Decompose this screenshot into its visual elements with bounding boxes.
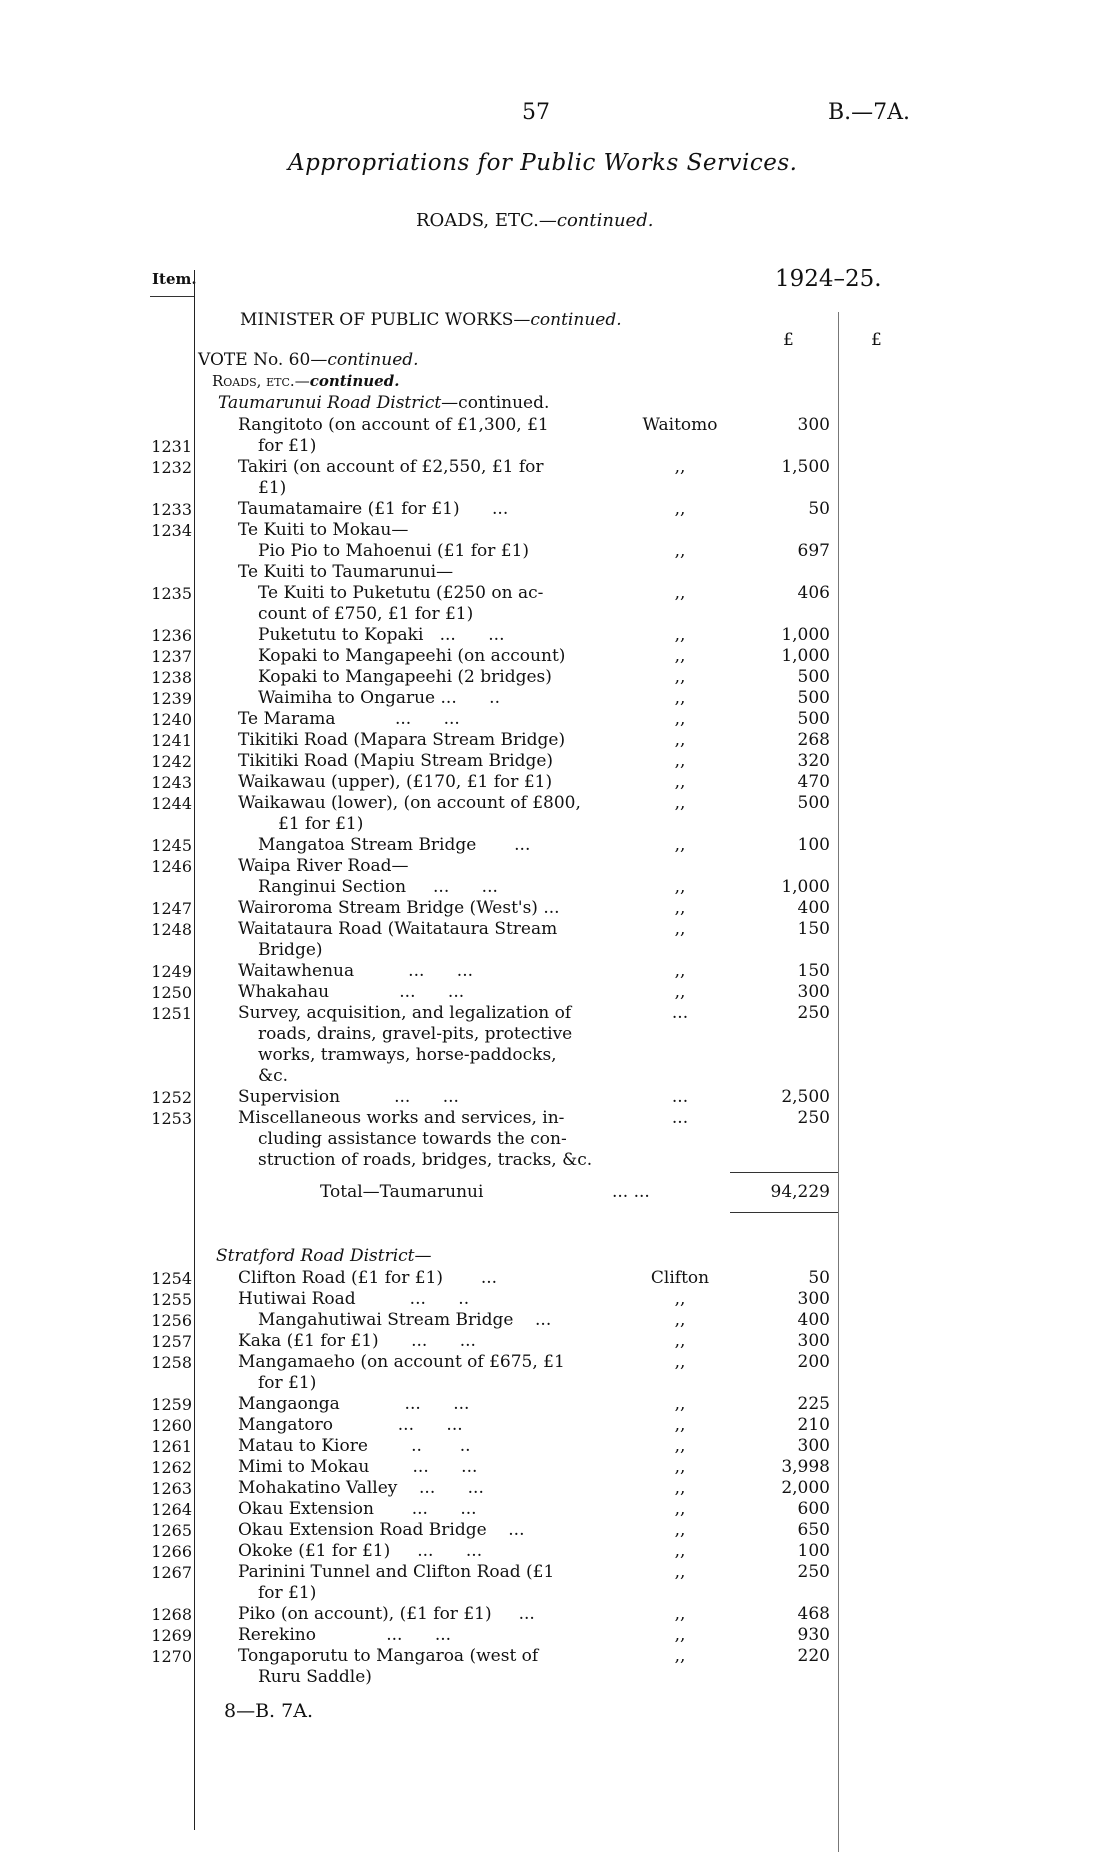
item-description: Okoke (£1 for £1) ... ... bbox=[238, 1541, 483, 1561]
item-amount: 500 bbox=[797, 688, 830, 708]
item-location: ... bbox=[671, 1108, 689, 1128]
item-location: ,, bbox=[674, 1541, 686, 1561]
table-row bbox=[0, 583, 1114, 604]
item-number: 1234 bbox=[151, 521, 192, 540]
table-row bbox=[0, 1066, 1114, 1087]
item-location: ,, bbox=[674, 1394, 686, 1414]
item-description: Puketutu to Kopaki ... ... bbox=[258, 625, 505, 645]
item-location: ... bbox=[671, 1087, 689, 1107]
table-row bbox=[0, 1268, 1114, 1289]
item-amount: 3,998 bbox=[781, 1457, 830, 1477]
item-amount: 300 bbox=[797, 982, 830, 1002]
item-number: 1260 bbox=[151, 1416, 192, 1435]
district-heading-stratford: Stratford Road District— bbox=[216, 1246, 432, 1266]
item-number: 1256 bbox=[151, 1311, 192, 1330]
item-description: Piko (on account), (£1 for £1) ... bbox=[238, 1604, 535, 1624]
item-description: Hutiwai Road ... .. bbox=[238, 1289, 470, 1309]
item-description: Taumatamaire (£1 for £1) ... bbox=[238, 499, 509, 519]
table-row bbox=[0, 1478, 1114, 1499]
item-number: 1245 bbox=[151, 836, 192, 855]
item-number: 1253 bbox=[151, 1109, 192, 1128]
item-amount: 210 bbox=[797, 1415, 830, 1435]
item-number: 1269 bbox=[151, 1626, 192, 1645]
table-row bbox=[0, 1604, 1114, 1625]
item-description: for £1) bbox=[258, 436, 317, 456]
item-location: Waitomo bbox=[642, 415, 718, 435]
table-row bbox=[0, 1520, 1114, 1541]
item-number: 1251 bbox=[151, 1004, 192, 1023]
item-number: 1254 bbox=[151, 1269, 192, 1288]
vote-label: VOTE No. 60— bbox=[198, 350, 328, 370]
item-description: Mohakatino Valley ... ... bbox=[238, 1478, 484, 1498]
table-row bbox=[0, 1045, 1114, 1066]
item-location: ... bbox=[671, 1003, 689, 1023]
table-row bbox=[0, 730, 1114, 751]
item-number: 1264 bbox=[151, 1500, 192, 1519]
item-description: Whakahau ... ... bbox=[238, 982, 465, 1002]
page-title: Appropriations for Public Works Services. bbox=[288, 150, 798, 176]
table-row bbox=[0, 1646, 1114, 1667]
item-description: Miscellaneous works and services, in- bbox=[238, 1108, 565, 1128]
table-row bbox=[0, 478, 1114, 499]
table-row bbox=[0, 709, 1114, 730]
item-description: Kaka (£1 for £1) ... ... bbox=[238, 1331, 476, 1351]
item-amount: 100 bbox=[797, 835, 830, 855]
table-row bbox=[0, 898, 1114, 919]
item-description: for £1) bbox=[258, 1373, 317, 1393]
item-description: Bridge) bbox=[258, 940, 323, 960]
item-description: Wairoroma Stream Bridge (West's) ... bbox=[238, 898, 560, 918]
item-number: 1270 bbox=[151, 1647, 192, 1666]
item-amount: 300 bbox=[797, 415, 830, 435]
item-amount: 50 bbox=[808, 499, 830, 519]
item-description: Mangatoa Stream Bridge ... bbox=[258, 835, 531, 855]
item-description: Tongaporutu to Mangaroa (west of bbox=[238, 1646, 539, 1666]
table-row bbox=[0, 1436, 1114, 1457]
currency-header-2: £ bbox=[871, 330, 882, 350]
item-description: Waipa River Road— bbox=[238, 856, 409, 876]
total-rule-bottom bbox=[730, 1212, 838, 1213]
item-location: ,, bbox=[674, 982, 686, 1002]
subtitle-continued: continued. bbox=[556, 210, 654, 231]
item-description: Okau Extension ... ... bbox=[238, 1499, 477, 1519]
total-amount: 94,229 bbox=[770, 1182, 830, 1202]
table-row bbox=[0, 1373, 1114, 1394]
item-location: ,, bbox=[674, 583, 686, 603]
item-amount: 50 bbox=[808, 1268, 830, 1288]
item-description: Mangaonga ... ... bbox=[238, 1394, 470, 1414]
item-description: Clifton Road (£1 for £1) ... bbox=[238, 1268, 498, 1288]
table-row bbox=[0, 877, 1114, 898]
item-description: Kopaki to Mangapeehi (2 bridges) bbox=[258, 667, 552, 687]
page-number: 57 bbox=[522, 100, 550, 125]
item-amount: 200 bbox=[797, 1352, 830, 1372]
item-description: Pio Pio to Mahoenui (£1 for £1) bbox=[258, 541, 530, 561]
roads-heading bbox=[212, 372, 399, 390]
item-description: Te Kuiti to Taumarunui— bbox=[238, 562, 454, 582]
table-row bbox=[0, 1024, 1114, 1045]
item-description: Ruru Saddle) bbox=[258, 1667, 372, 1687]
item-location: ,, bbox=[674, 625, 686, 645]
item-header-rule bbox=[150, 296, 194, 297]
item-number: 1237 bbox=[151, 647, 192, 666]
item-description: Rangitoto (on account of £1,300, £1 bbox=[238, 415, 549, 435]
currency-header-1: £ bbox=[783, 330, 794, 350]
item-amount: 320 bbox=[797, 751, 830, 771]
item-location: ,, bbox=[674, 961, 686, 981]
item-number: 1243 bbox=[151, 773, 192, 792]
table-row bbox=[0, 982, 1114, 1003]
vote-continued: continued. bbox=[327, 350, 419, 370]
table-row bbox=[0, 604, 1114, 625]
item-description: &c. bbox=[258, 1066, 289, 1086]
item-description: £1 for £1) bbox=[278, 814, 364, 834]
item-number: 1259 bbox=[151, 1395, 192, 1414]
item-description: Te Kuiti to Puketutu (£250 on ac- bbox=[258, 583, 544, 603]
item-description: Okau Extension Road Bridge ... bbox=[238, 1520, 525, 1540]
item-location: ,, bbox=[674, 709, 686, 729]
item-description: Ranginui Section ... ... bbox=[258, 877, 498, 897]
roads-continued: continued. bbox=[309, 372, 400, 390]
item-amount: 406 bbox=[797, 583, 830, 603]
table-row bbox=[0, 457, 1114, 478]
item-description: Waimiha to Ongarue ... .. bbox=[258, 688, 500, 708]
item-location: ,, bbox=[674, 541, 686, 561]
item-number: 1262 bbox=[151, 1458, 192, 1477]
item-location: ,, bbox=[674, 919, 686, 939]
item-number: 1267 bbox=[151, 1563, 192, 1582]
item-number: 1241 bbox=[151, 731, 192, 750]
table-row bbox=[0, 1087, 1114, 1108]
table-row bbox=[0, 772, 1114, 793]
item-description: Tikitiki Road (Mapiu Stream Bridge) bbox=[238, 751, 554, 771]
item-amount: 220 bbox=[797, 1646, 830, 1666]
item-number: 1252 bbox=[151, 1088, 192, 1107]
table-row bbox=[0, 919, 1114, 940]
table-row bbox=[0, 856, 1114, 877]
item-amount: 150 bbox=[797, 961, 830, 981]
item-amount: 2,500 bbox=[781, 1087, 830, 1107]
table-row bbox=[0, 1415, 1114, 1436]
item-location: ,, bbox=[674, 730, 686, 750]
item-number: 1231 bbox=[151, 437, 192, 456]
table-row bbox=[0, 1394, 1114, 1415]
table-row bbox=[0, 751, 1114, 772]
item-amount: 268 bbox=[797, 730, 830, 750]
table-row bbox=[0, 1310, 1114, 1331]
item-description: Mimi to Mokau ... ... bbox=[238, 1457, 478, 1477]
table-row bbox=[0, 1667, 1114, 1688]
item-description: count of £750, £1 for £1) bbox=[258, 604, 474, 624]
item-number: 1236 bbox=[151, 626, 192, 645]
table-row bbox=[0, 1541, 1114, 1562]
item-location: ,, bbox=[674, 835, 686, 855]
total-dots: ... ... bbox=[612, 1182, 650, 1202]
item-description: Te Marama ... ... bbox=[238, 709, 460, 729]
item-location: ,, bbox=[674, 646, 686, 666]
item-amount: 300 bbox=[797, 1436, 830, 1456]
item-amount: 930 bbox=[797, 1625, 830, 1645]
item-location: Clifton bbox=[650, 1268, 710, 1288]
item-amount: 468 bbox=[797, 1604, 830, 1624]
item-amount: 1,000 bbox=[781, 625, 830, 645]
item-description: for £1) bbox=[258, 1583, 317, 1603]
item-description: Rerekino ... ... bbox=[238, 1625, 452, 1645]
item-number: 1261 bbox=[151, 1437, 192, 1456]
minister-continued: continued. bbox=[530, 310, 622, 330]
table-row bbox=[0, 520, 1114, 541]
section-subtitle bbox=[416, 210, 653, 231]
item-number: 1233 bbox=[151, 500, 192, 519]
item-number: 1257 bbox=[151, 1332, 192, 1351]
item-number: 1248 bbox=[151, 920, 192, 939]
item-number: 1255 bbox=[151, 1290, 192, 1309]
item-amount: 225 bbox=[797, 1394, 830, 1414]
item-description: Takiri (on account of £2,550, £1 for bbox=[238, 457, 544, 477]
item-location: ,, bbox=[674, 1562, 686, 1582]
item-amount: 400 bbox=[797, 898, 830, 918]
item-number: 1249 bbox=[151, 962, 192, 981]
table-row bbox=[0, 814, 1114, 835]
subtitle-main: ROADS, ETC.— bbox=[416, 210, 557, 231]
item-location: ,, bbox=[674, 898, 686, 918]
item-number: 1244 bbox=[151, 794, 192, 813]
table-row bbox=[0, 1457, 1114, 1478]
item-number: 1232 bbox=[151, 458, 192, 477]
item-location: ,, bbox=[674, 1289, 686, 1309]
roads-label: Roads, etc.— bbox=[212, 372, 310, 390]
item-amount: 500 bbox=[797, 709, 830, 729]
table-row bbox=[0, 1108, 1114, 1129]
item-number: 1263 bbox=[151, 1479, 192, 1498]
item-location: ,, bbox=[674, 1331, 686, 1351]
item-location: ,, bbox=[674, 1646, 686, 1666]
table-row bbox=[0, 793, 1114, 814]
item-amount: 250 bbox=[797, 1562, 830, 1582]
district-heading-taumarunui bbox=[218, 393, 549, 413]
minister-heading bbox=[240, 310, 622, 330]
item-location: ,, bbox=[674, 1499, 686, 1519]
item-location: ,, bbox=[674, 1520, 686, 1540]
table-row bbox=[0, 1129, 1114, 1150]
item-location: ,, bbox=[674, 457, 686, 477]
table-row bbox=[0, 667, 1114, 688]
item-location: ,, bbox=[674, 877, 686, 897]
table-row bbox=[0, 961, 1114, 982]
item-amount: 300 bbox=[797, 1289, 830, 1309]
item-number: 1235 bbox=[151, 584, 192, 603]
item-location: ,, bbox=[674, 1352, 686, 1372]
item-location: ,, bbox=[674, 499, 686, 519]
item-location: ,, bbox=[674, 688, 686, 708]
item-description: Mangahutiwai Stream Bridge ... bbox=[258, 1310, 552, 1330]
item-description: Matau to Kiore .. .. bbox=[238, 1436, 471, 1456]
item-column-header: Item. bbox=[152, 270, 197, 288]
item-amount: 697 bbox=[797, 541, 830, 561]
item-description: cluding assistance towards the con- bbox=[258, 1129, 567, 1149]
item-number: 1242 bbox=[151, 752, 192, 771]
table-row bbox=[0, 436, 1114, 457]
item-amount: 400 bbox=[797, 1310, 830, 1330]
item-amount: 150 bbox=[797, 919, 830, 939]
item-description: £1) bbox=[258, 478, 287, 498]
year-header: 1924–25. bbox=[775, 266, 882, 292]
item-amount: 500 bbox=[797, 667, 830, 687]
item-amount: 1,500 bbox=[781, 457, 830, 477]
item-amount: 2,000 bbox=[781, 1478, 830, 1498]
minister-label: MINISTER OF PUBLIC WORKS— bbox=[240, 310, 531, 330]
item-location: ,, bbox=[674, 751, 686, 771]
item-number: 1250 bbox=[151, 983, 192, 1002]
total-label: Total—Taumarunui bbox=[320, 1182, 484, 1202]
item-amount: 250 bbox=[797, 1108, 830, 1128]
table-row bbox=[0, 1331, 1114, 1352]
item-number: 1240 bbox=[151, 710, 192, 729]
item-description: Mangatoro ... ... bbox=[238, 1415, 463, 1435]
item-description: Waitawhenua ... ... bbox=[238, 961, 474, 981]
page-footer: 8—B. 7A. bbox=[224, 1700, 313, 1722]
item-location: ,, bbox=[674, 667, 686, 687]
district-continued: —continued. bbox=[441, 393, 550, 413]
item-description: roads, drains, gravel-pits, protective bbox=[258, 1024, 573, 1044]
table-row bbox=[0, 1562, 1114, 1583]
item-number: 1268 bbox=[151, 1605, 192, 1624]
item-description: Waikawau (upper), (£170, £1 for £1) bbox=[238, 772, 553, 792]
item-location: ,, bbox=[674, 1457, 686, 1477]
item-description: Tikitiki Road (Mapara Stream Bridge) bbox=[238, 730, 566, 750]
vote-heading bbox=[198, 350, 419, 370]
table-row bbox=[0, 1352, 1114, 1373]
item-description: struction of roads, bridges, tracks, &c. bbox=[258, 1150, 593, 1170]
table-row bbox=[0, 625, 1114, 646]
item-number: 1238 bbox=[151, 668, 192, 687]
item-location: ,, bbox=[674, 1478, 686, 1498]
item-description: Kopaki to Mangapeehi (on account) bbox=[258, 646, 566, 666]
table-row bbox=[0, 688, 1114, 709]
table-row bbox=[0, 646, 1114, 667]
item-location: ,, bbox=[674, 1625, 686, 1645]
item-description: Survey, acquisition, and legalization of bbox=[238, 1003, 572, 1023]
item-description: Parinini Tunnel and Clifton Road (£1 bbox=[238, 1562, 555, 1582]
item-number: 1246 bbox=[151, 857, 192, 876]
item-description: Te Kuiti to Mokau— bbox=[238, 520, 409, 540]
table-row bbox=[0, 1499, 1114, 1520]
item-amount: 500 bbox=[797, 793, 830, 813]
item-location: ,, bbox=[674, 1310, 686, 1330]
item-description: Waikawau (lower), (on account of £800, bbox=[238, 793, 581, 813]
table-row bbox=[0, 1289, 1114, 1310]
item-amount: 300 bbox=[797, 1331, 830, 1351]
item-amount: 600 bbox=[797, 1499, 830, 1519]
item-location: ,, bbox=[674, 772, 686, 792]
item-amount: 650 bbox=[797, 1520, 830, 1540]
table-row bbox=[0, 835, 1114, 856]
item-location: ,, bbox=[674, 1436, 686, 1456]
total-rule-top bbox=[730, 1172, 838, 1173]
item-number: 1265 bbox=[151, 1521, 192, 1540]
table-row bbox=[0, 499, 1114, 520]
item-location: ,, bbox=[674, 1415, 686, 1435]
table-row bbox=[0, 1625, 1114, 1646]
item-description: works, tramways, horse-paddocks, bbox=[258, 1045, 557, 1065]
item-description: Mangamaeho (on account of £675, £1 bbox=[238, 1352, 565, 1372]
document-code: B.—7A. bbox=[828, 100, 911, 125]
table-row bbox=[0, 940, 1114, 961]
table-row bbox=[0, 541, 1114, 562]
item-description: Supervision ... ... bbox=[238, 1087, 459, 1107]
item-location: ,, bbox=[674, 1604, 686, 1624]
item-amount: 250 bbox=[797, 1003, 830, 1023]
item-number: 1258 bbox=[151, 1353, 192, 1372]
table-row bbox=[0, 1583, 1114, 1604]
table-row bbox=[0, 1003, 1114, 1024]
table-row bbox=[0, 415, 1114, 436]
item-amount: 1,000 bbox=[781, 646, 830, 666]
item-amount: 100 bbox=[797, 1541, 830, 1561]
table-row bbox=[0, 562, 1114, 583]
item-location: ,, bbox=[674, 793, 686, 813]
item-number: 1247 bbox=[151, 899, 192, 918]
table-row bbox=[0, 1150, 1114, 1171]
item-amount: 470 bbox=[797, 772, 830, 792]
item-description: Waitataura Road (Waitataura Stream bbox=[238, 919, 558, 939]
district-name-taumarunui: Taumarunui Road District bbox=[218, 393, 442, 413]
item-number: 1239 bbox=[151, 689, 192, 708]
item-amount: 1,000 bbox=[781, 877, 830, 897]
item-number: 1266 bbox=[151, 1542, 192, 1561]
